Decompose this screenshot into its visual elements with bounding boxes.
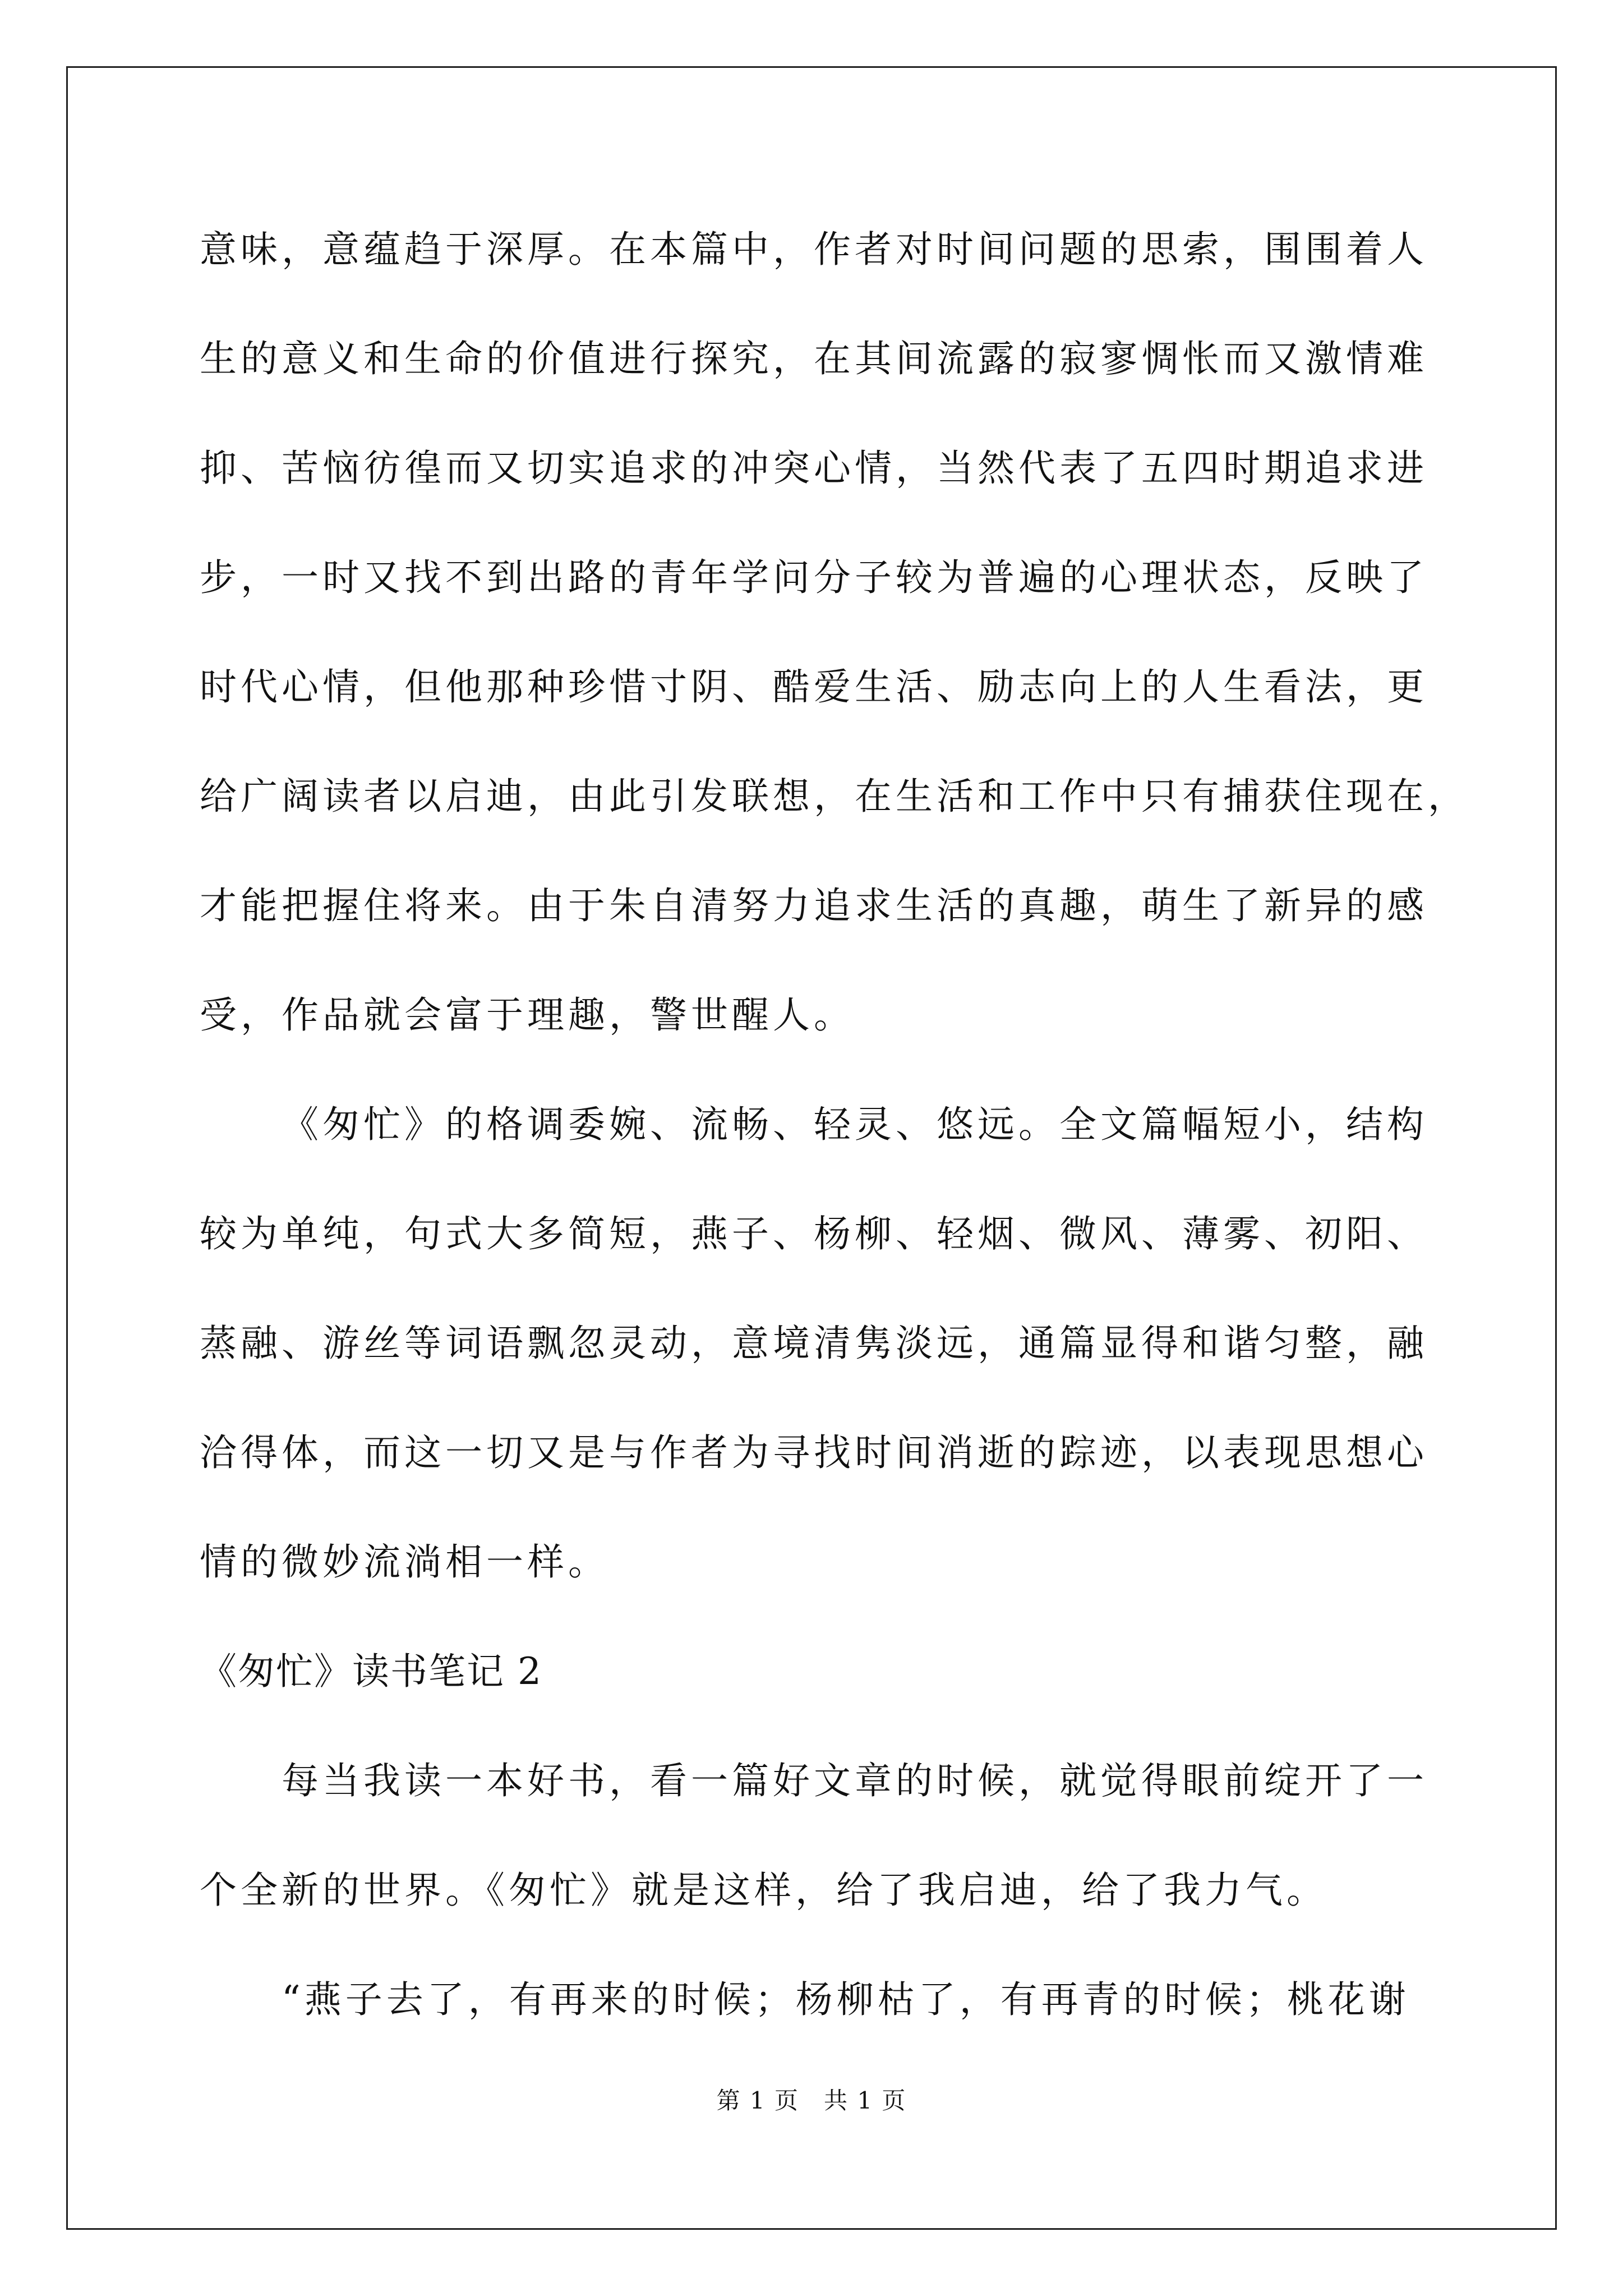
paragraph-line: 时代心情，但他那种珍惜寸阴、酷爱生活、励志向上的人生看法，更 <box>200 665 1428 708</box>
paragraph-line: 较为单纯，句式大多简短，燕子、杨柳、轻烟、微风、薄雾、初阳、 <box>200 1212 1428 1255</box>
paragraph-line: 蒸融、游丝等词语飘忽灵动，意境清隽淡远，通篇显得和谐匀整，融 <box>200 1322 1428 1365</box>
paragraph-line: 《匆忙》的格调委婉、流畅、轻灵、悠远。全文篇幅短小，结构 <box>282 1103 1428 1146</box>
paragraph-line: 洽得体，而这一切又是与作者为寻找时间消逝的踪迹，以表现思想心 <box>200 1431 1428 1474</box>
paragraph-line: 生的意义和生命的价值进行探究，在其间流露的寂寥惆怅而又激情难 <box>200 337 1428 380</box>
paragraph-line: 意味，意蕴趋于深厚。在本篇中，作者对时间问题的思索，围围着人 <box>200 228 1428 271</box>
paragraph-line: 才能把握住将来。由于朱自清努力追求生活的真趣，萌生了新异的感 <box>200 884 1428 927</box>
section-heading: 《匆忙》读书笔记 2 <box>200 1650 542 1693</box>
paragraph-line: 每当我读一本好书，看一篇好文章的时候，就觉得眼前绽开了一 <box>282 1759 1428 1802</box>
paragraph-line: “燕子去了，有再来的时候；杨柳枯了，有再青的时候；桃花谢 <box>282 1978 1410 2021</box>
paragraph-line: 受，作品就会富于理趣，警世醒人。 <box>200 993 855 1037</box>
paragraph-line: 步，一时又找不到出路的青年学问分子较为普遍的心理状态，反映了 <box>200 556 1428 599</box>
paragraph-line: 抑、苦恼彷徨而又切实追求的冲突心情，当然代表了五四时期追求进 <box>200 447 1428 490</box>
paragraph-line: 情的微妙流淌相一样。 <box>200 1540 609 1584</box>
paragraph-line: 个全新的世界。《匆忙》就是这样，给了我启迪，给了我力气。 <box>200 1869 1327 1912</box>
paragraph-line: 给广阔读者以启迪，由此引发联想，在生活和工作中只有捕获住现在， <box>200 775 1469 818</box>
page-footer: 第 1 页 共 1 页 <box>716 2087 907 2114</box>
